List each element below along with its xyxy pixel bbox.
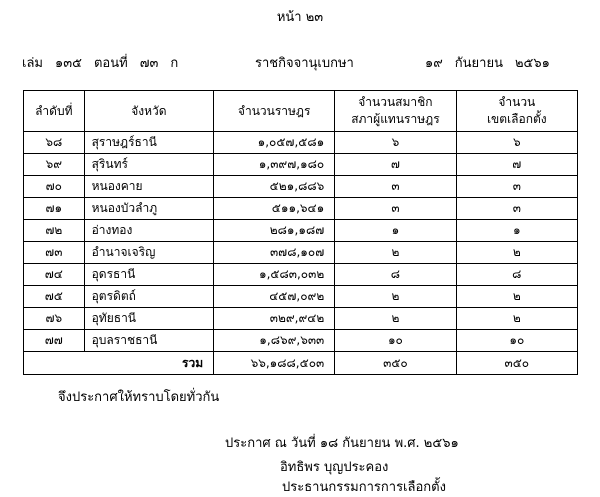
- page-label: หน้า: [276, 10, 302, 25]
- publication-name: ราชกิจจานุเบกษา: [255, 56, 354, 71]
- part-number: ๗๓: [139, 56, 159, 71]
- cell-districts: ๒: [456, 286, 577, 308]
- table-row: [24, 198, 578, 220]
- cell-members: ๒: [335, 286, 456, 308]
- cell-members: ๓: [335, 176, 456, 198]
- table-row: [24, 330, 578, 352]
- cell-members: ๗: [335, 154, 456, 176]
- election-districts-table: [23, 90, 578, 375]
- signatory-title: ประธานกรรมการการเลือกตั้ง: [282, 480, 446, 495]
- total-districts: ๓๕๐: [456, 352, 577, 375]
- total-members: ๓๕๐: [335, 352, 456, 375]
- page-number: [0, 6, 600, 27]
- table-row: [24, 242, 578, 264]
- cell-no: ๗๔: [24, 264, 85, 286]
- cell-population: ๑,๕๘๓,๐๓๒: [214, 264, 335, 286]
- signatory-name: อิทธิพร บุญประคอง: [280, 460, 389, 475]
- cell-province: หนองบัวลำภู: [84, 198, 214, 220]
- cell-districts: ๘: [456, 264, 577, 286]
- table-header-row: [24, 91, 578, 132]
- part-label: ตอนที่: [93, 56, 128, 71]
- cell-province: อุดรธานี: [84, 264, 214, 286]
- cell-districts: ๒: [456, 308, 577, 330]
- header-members: [335, 91, 456, 132]
- cell-population: ๓๒๙,๙๔๒: [214, 308, 335, 330]
- cell-districts: ๒: [456, 242, 577, 264]
- cell-members: ๘: [335, 264, 456, 286]
- date-day: ๑๙: [425, 56, 443, 71]
- cell-districts: ๓: [456, 198, 577, 220]
- total-population: ๖๖,๑๘๘,๕๐๓: [214, 352, 335, 375]
- cell-population: ๑,๘๖๙,๖๓๓: [214, 330, 335, 352]
- table-row: [24, 220, 578, 242]
- header-members-line2: สภาผู้แทนราษฎร: [351, 112, 440, 126]
- cell-province: อุตรดิตถ์: [84, 286, 214, 308]
- cell-population: ๑,๓๙๗,๑๘๐: [214, 154, 335, 176]
- date-year: ๒๕๖๑: [514, 56, 550, 71]
- table-row: [24, 264, 578, 286]
- cell-no: ๖๘: [24, 132, 85, 154]
- cell-province: สุราษฎร์ธานี: [84, 132, 214, 154]
- total-label: รวม: [24, 352, 214, 375]
- cell-province: สุรินทร์: [84, 154, 214, 176]
- cell-province: อำนาจเจริญ: [84, 242, 214, 264]
- cell-population: ๓๗๘,๑๐๗: [214, 242, 335, 264]
- cell-districts: ๗: [456, 154, 577, 176]
- announcement-notice: จึงประกาศให้ทราบโดยทั่วกัน: [58, 390, 220, 405]
- cell-no: ๗๗: [24, 330, 85, 352]
- table-row: [24, 286, 578, 308]
- cell-no: ๗๒: [24, 220, 85, 242]
- volume-number: ๑๓๕: [54, 56, 82, 71]
- table-row: [24, 154, 578, 176]
- header-districts: [456, 91, 577, 132]
- page-number-value: ๒๓: [305, 10, 324, 25]
- header-province: จังหวัด: [84, 91, 214, 132]
- header-members-line1: จำนวนสมาชิก: [358, 95, 433, 109]
- cell-members: ๒: [335, 242, 456, 264]
- cell-province: อุทัยธานี: [84, 308, 214, 330]
- publication-date: [425, 52, 562, 73]
- signature-date-line: ประกาศ ณ วันที่ ๑๘ กันยายน พ.ศ. ๒๕๖๑: [225, 436, 459, 451]
- cell-members: ๑๐: [335, 330, 456, 352]
- header-no: ลำดับที่: [24, 91, 85, 132]
- cell-districts: ๑: [456, 220, 577, 242]
- cell-population: ๕๒๑,๘๘๖: [214, 176, 335, 198]
- cell-members: ๒: [335, 308, 456, 330]
- cell-districts: ๑๐: [456, 330, 577, 352]
- volume-label: เล่ม: [22, 56, 43, 71]
- cell-no: ๗๕: [24, 286, 85, 308]
- cell-members: ๑: [335, 220, 456, 242]
- cell-no: ๗๐: [24, 176, 85, 198]
- gazette-volume-info: [22, 52, 190, 73]
- header-population: จำนวนราษฎร: [214, 91, 335, 132]
- cell-province: อ่างทอง: [84, 220, 214, 242]
- cell-no: ๗๓: [24, 242, 85, 264]
- table-row: [24, 176, 578, 198]
- cell-population: ๑,๐๕๗,๕๘๑: [214, 132, 335, 154]
- cell-districts: ๖: [456, 132, 577, 154]
- cell-province: หนองคาย: [84, 176, 214, 198]
- cell-no: ๗๖: [24, 308, 85, 330]
- cell-population: ๔๕๗,๐๙๒: [214, 286, 335, 308]
- cell-no: ๖๙: [24, 154, 85, 176]
- cell-population: ๕๑๑,๖๔๑: [214, 198, 335, 220]
- header-districts-line2: เขตเลือกตั้ง: [486, 112, 547, 126]
- cell-province: อุบลราชธานี: [84, 330, 214, 352]
- cell-members: ๓: [335, 198, 456, 220]
- cell-districts: ๓: [456, 176, 577, 198]
- part-suffix: ก: [170, 56, 179, 71]
- date-month: กันยายน: [454, 56, 503, 71]
- cell-members: ๖: [335, 132, 456, 154]
- header-districts-line1: จำนวน: [498, 95, 536, 109]
- table-row: [24, 132, 578, 154]
- table-row: [24, 308, 578, 330]
- table-total-row: [24, 352, 578, 375]
- cell-no: ๗๑: [24, 198, 85, 220]
- cell-population: ๒๘๑,๑๘๗: [214, 220, 335, 242]
